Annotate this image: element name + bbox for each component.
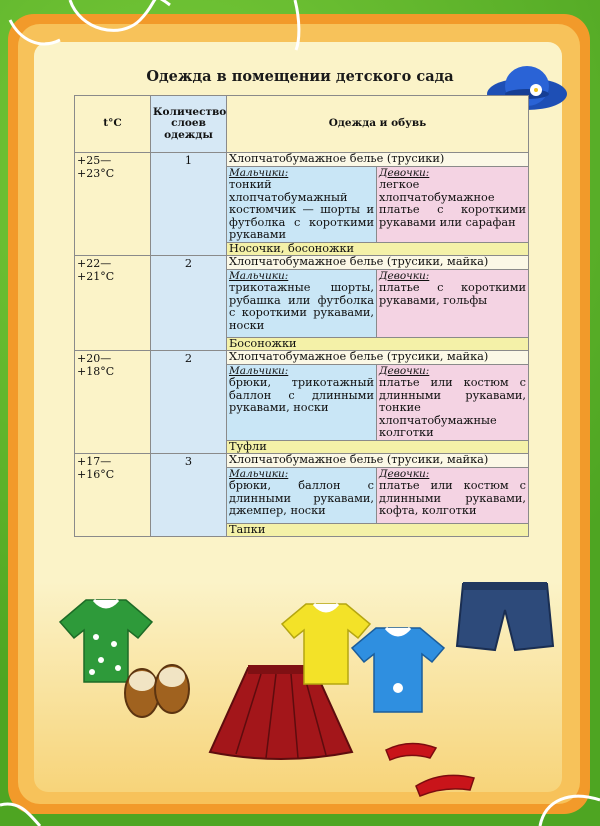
boys-label: Мальчики:	[229, 467, 289, 480]
row-shoes: Носочки, босоножки	[227, 242, 529, 256]
row-layers: 3	[151, 454, 227, 537]
row-layers: 2	[151, 351, 227, 454]
row-layers: 2	[151, 256, 227, 351]
row-base: Хлопчатобумажное белье (трусики, майка)	[227, 351, 529, 365]
red-sandals-icon	[380, 736, 480, 802]
row-girls	[377, 364, 529, 440]
row-temp: +25—+23°C	[75, 153, 151, 256]
row-base: Хлопчатобумажное белье (трусики, майка)	[227, 454, 529, 468]
girls-text: легкое хлопчатобумажное платье с короткими рукавами или сарафан	[379, 178, 527, 229]
row-girls	[377, 166, 529, 242]
row-base: Хлопчатобумажное белье (трусики, майка)	[227, 256, 529, 270]
row-shoes: Туфли	[227, 440, 529, 454]
girls-label: Девочки:	[379, 166, 430, 179]
header-layers: Количество слоев одежды	[151, 96, 227, 153]
boys-text: брюки, баллон с длинными рукавами, джемпер, носки	[229, 479, 374, 517]
blue-shirt-icon	[348, 618, 448, 718]
girls-text: платье с короткими рукавами, гольфы	[379, 281, 527, 307]
girls-text: платье или костюм с длинными рукавами, кофта, колготки	[379, 479, 527, 517]
row-base: Хлопчатобумажное белье (трусики)	[227, 153, 529, 167]
boys-text: трикотажные шорты, рубашка или футболка с короткими рукавами, носки	[229, 281, 374, 332]
slippers-icon	[120, 655, 194, 719]
row-shoes: Тапки	[227, 523, 529, 537]
boys-text: брюки, трикотажный баллон с длинными рукавами, носки	[229, 376, 374, 414]
girls-text: платье или костюм с длинными рукавами, тонкие хлопчатобумажные колготки	[379, 376, 527, 439]
boys-label: Мальчики:	[229, 364, 289, 377]
girls-label: Девочки:	[379, 364, 430, 377]
row-layers: 1	[151, 153, 227, 256]
header-clothing: Одежда и обувь	[227, 96, 529, 153]
clothing-table	[74, 95, 529, 537]
header-temp: t°C	[75, 96, 151, 153]
row-boys	[227, 467, 377, 523]
girls-label: Девочки:	[379, 269, 430, 282]
row-temp: +20—+18°C	[75, 351, 151, 454]
girls-label: Девочки:	[379, 467, 430, 480]
boys-label: Мальчики:	[229, 166, 289, 179]
boys-label: Мальчики:	[229, 269, 289, 282]
shorts-icon	[455, 580, 555, 656]
row-boys	[227, 269, 377, 337]
row-boys	[227, 364, 377, 440]
row-girls	[377, 467, 529, 523]
page-title: Одежда в помещении детского сада	[146, 68, 454, 85]
row-shoes: Босоножки	[227, 337, 529, 351]
row-temp: +22—+21°C	[75, 256, 151, 351]
row-temp: +17—+16°C	[75, 454, 151, 537]
row-girls	[377, 269, 529, 337]
boys-text: тонкий хлопчатобумажный костюмчик — шорты и футболка с короткими рукавами	[229, 178, 374, 241]
row-boys	[227, 166, 377, 242]
